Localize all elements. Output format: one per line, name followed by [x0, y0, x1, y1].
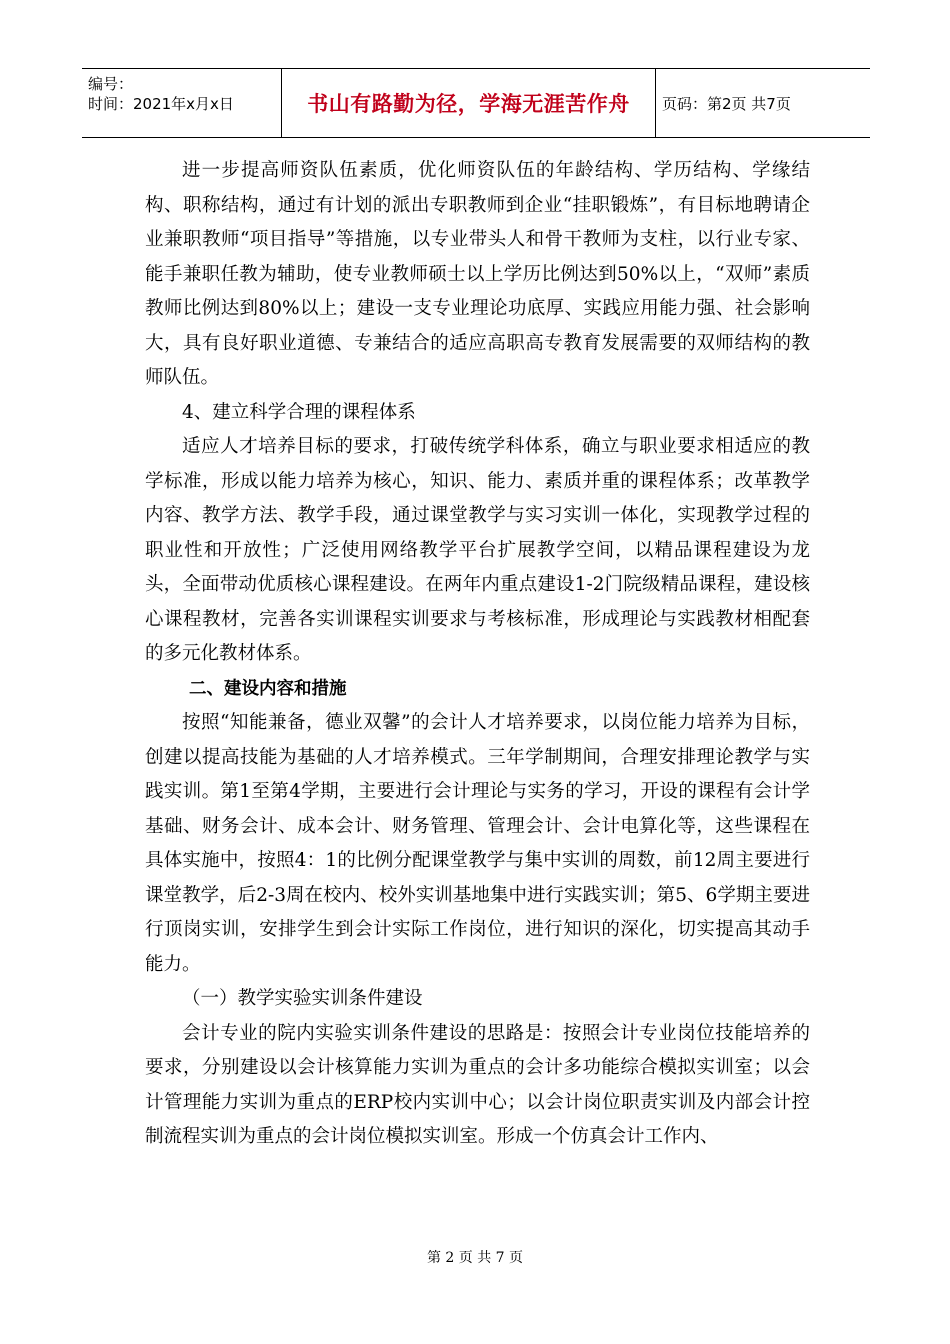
- document-number-label: 编号：: [88, 75, 134, 93]
- paragraph-training-model: 按照“知能兼备，德业双馨”的会计人才培养要求，以岗位能力培养为目标，创建以提高技能为基础的人才培养模式。三年学制期间，合理安排理论教学与实践实训。第1至第4学期，主要进行会计理论与实务的学习，开设的课程有会计学基础、财务会计、成本会计、财务管理、管理会计、会计电算化等，这些课程在具体实施中，按照4：1的比例分配课堂教学与集中实训的周数，前12周主要进行课堂教学，后2-3周在校内、校外实训基地集中进行实践实训；第5、6学期主要进行顶岗实训，安排学生到会计实际工作岗位，进行知识的深化，切实提高其动手能力。: [145, 712, 810, 975]
- header-motto: 书山有路勤为径，学海无涯苦作舟: [282, 69, 656, 137]
- document-date-label: 时间：2021年x月x日: [88, 95, 234, 113]
- document-body: [145, 154, 810, 1155]
- paragraph-course-system: 适应人才培养目标的要求，打破传统学科体系，确立与职业要求相适应的教学标准，形成以能力培养为核心，知识、能力、素质并重的课程体系；改革教学内容、教学方法、教学手段，通过课堂教学与实习实训一体化，实现教学过程的职业性和开放性；广泛使用网络教学平台扩展教学空间，以精品课程建设为龙头，全面带动优质核心课程建设。在两年内重点建设1-2门院级精品课程，建设核心课程教材，完善各实训课程实训要求与考核标准，形成理论与实践教材相配套的多元化教材体系。: [145, 436, 810, 664]
- page-footer: 第 2 页 共 7 页: [426, 1250, 524, 1266]
- header-page-info: 页码：第2页 共7页: [662, 94, 791, 113]
- section-heading-measures: 二、建设内容和措施: [189, 678, 347, 699]
- paragraph-lab-conditions: 会计专业的院内实验实训条件建设的思路是：按照会计专业岗位技能培养的要求，分别建设以会计核算能力实训为重点的会计多功能综合模拟实训室；以会计管理能力实训为重点的ERP校内实训中心；以会计岗位职责实训及内部会计控制流程实训为重点的会计岗位模拟实训室。形成一个仿真会计工作内、: [145, 1022, 810, 1147]
- heading-course-system: 4、建立科学合理的课程体系: [182, 401, 416, 423]
- page-header: [82, 68, 870, 138]
- header-meta: [82, 69, 282, 137]
- paragraph-teacher-team: 进一步提高师资队伍素质，优化师资队伍的年龄结构、学历结构、学缘结构、职称结构，通过有计划的派出专职教师到企业“挂职锻炼”，有目标地聘请企业兼职教师“项目指导”等措施，以专业带头人和骨干教师为支柱，以行业专家、能手兼职任教为辅助，使专业教师硕士以上学历比例达到50%以上，“双师”素质教师比例达到80%以上；建设一支专业理论功底厚、实践应用能力强、社会影响大，具有良好职业道德、专兼结合的适应高职高专教育发展需要的双师结构的教师队伍。: [145, 160, 810, 388]
- subheading-lab-conditions: （一）教学实验实训条件建设: [182, 988, 423, 1009]
